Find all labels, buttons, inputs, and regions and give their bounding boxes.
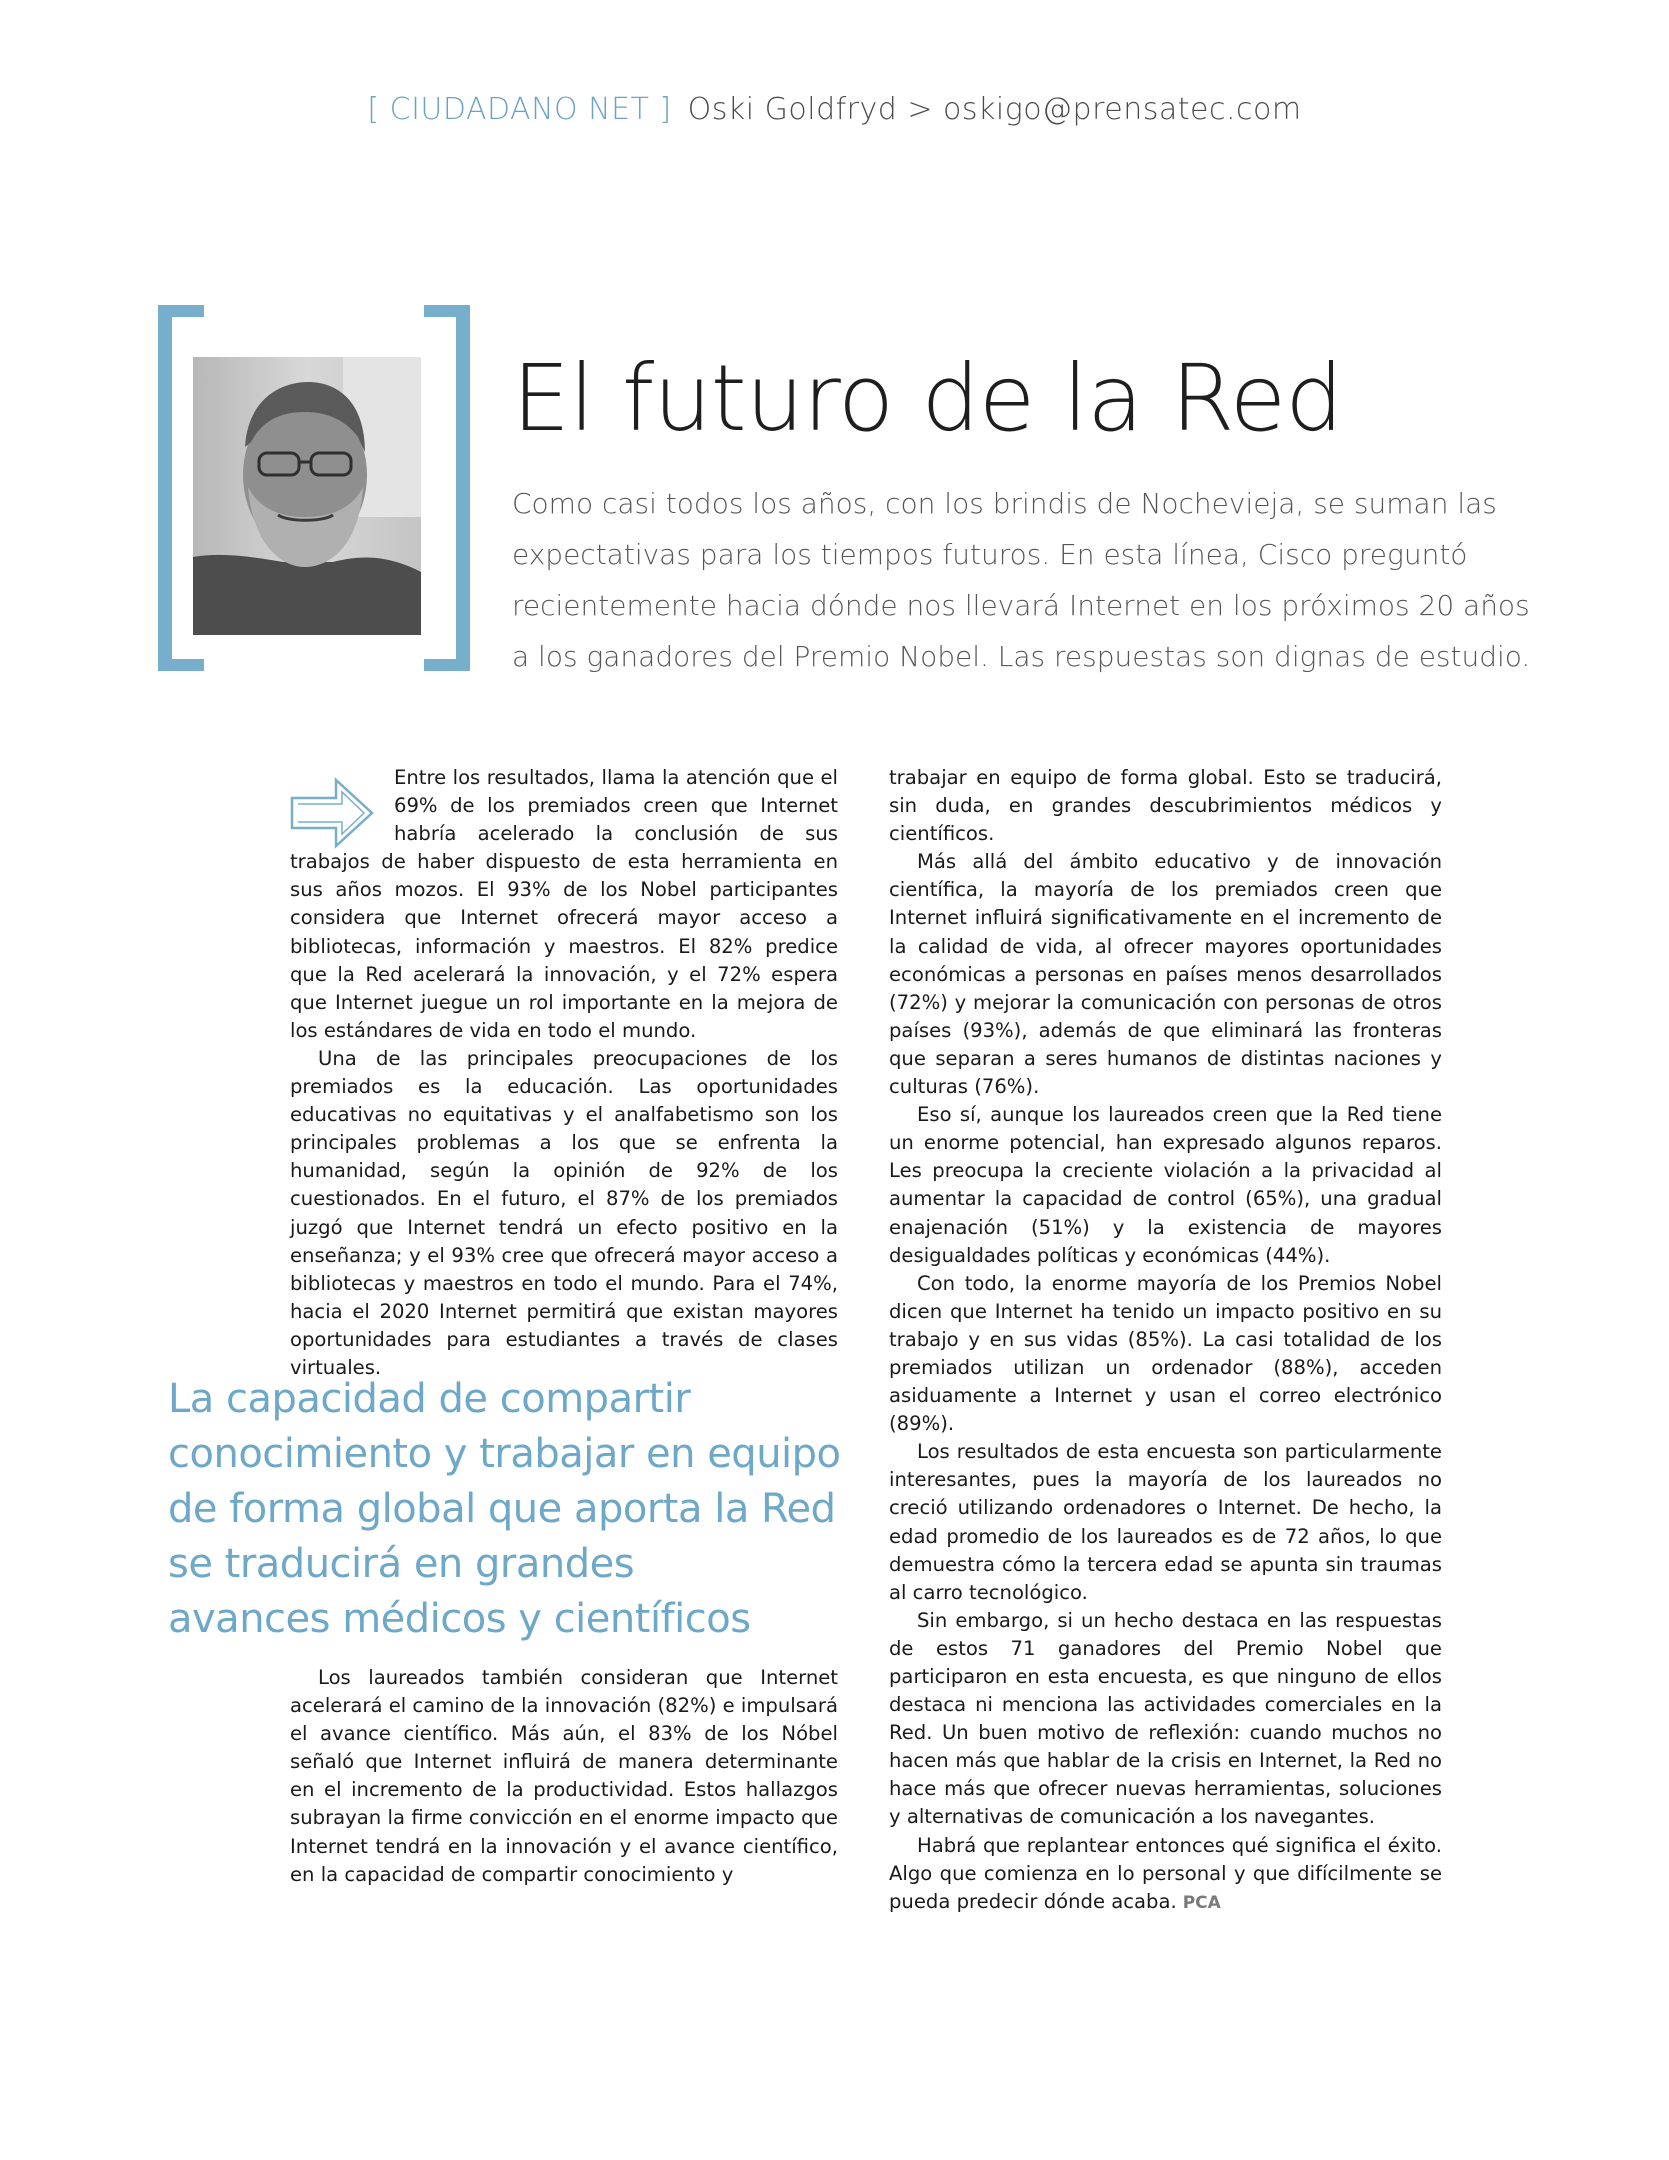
body-paragraph: Con todo, la enorme mayoría de los Premios Nobel dicen que Internet ha tenido un impacto positivo en su trabajo y en sus vidas (85%). La casi totalidad de los premiados utilizan un ordenador (88%), acceden asiduamente a Internet y usan el correo electrónico (89%). — [889, 1271, 1442, 1436]
deck-line: a los ganadores del Premio Nobel. Las respuestas son dignas de estudio. — [512, 640, 1531, 673]
body-paragraph: Entre los resultados, llama la atención que el 69% de los premiados creen que Internet habría acelerado la conclusión de sus trabajos de haber dispuesto de esta herramienta en sus años mozos. El 93% de los Nobel participantes considera que Internet ofrecerá mayor acceso a bibliotecas, información y maestros. El 82% predice que la Red acelerará la innovación, y el 72% espera que Internet juegue un rol importante en la mejora de los estándares de vida en todo el mundo. — [290, 766, 838, 1042]
right-column — [889, 764, 1442, 1917]
body-paragraph: Los resultados de esta encuesta son particularmente interesantes, pues la mayoría de los laureados no creció utilizando ordenadores o Internet. De hecho, la edad promedio de los laureados es de 72 años, lo que demuestra cómo la tercera edad se apunta sin traumas al carro tecnológico. — [889, 1440, 1442, 1604]
section-label: [ CIUDADANO NET ] — [367, 92, 672, 127]
article-title: El futuro de la Red — [512, 345, 1343, 452]
left-column-bottom — [290, 1664, 838, 1889]
pull-quote-line: avances médicos y científicos — [168, 1596, 751, 1642]
left-column-top — [290, 764, 838, 1382]
body-paragraph: Más allá del ámbito educativo y de innovación científica, la mayoría de los premiados creen que Internet influirá significativamente en el incremento de la calidad de vida, al ofrecer mayores oportunidades económicas a personas en países menos desarrollados (72%) y mejorar la comunicación con personas de otros países (93%), además de que eliminará las fronteras que separan a seres humanos de distintas naciones y culturas (76%). — [889, 850, 1442, 1099]
body-paragraph: Los laureados también consideran que Internet acelerará el camino de la innovación (82%) e impulsará el avance científico. Más aún, el 83% de los Nóbel señaló que Internet influirá de manera determinante en el incremento de la productividad. Estos hallazgos subrayan la firme convicción en el enorme impacto que Internet tendrá en la innovación y el avance científico, en la capacidad de compartir conocimiento y — [290, 1666, 838, 1886]
deck-line: recientemente hacia dónde nos llevará Internet en los próximos 20 años — [512, 589, 1530, 622]
pull-quote-line: La capacidad de compartir — [168, 1376, 691, 1422]
pull-quote-line: se traducirá en grandes — [168, 1541, 635, 1587]
body-paragraph: trabajar en equipo de forma global. Esto se traducirá, sin duda, en grandes descubrimientos médicos y científicos. — [889, 766, 1442, 846]
pull-quote-line: de forma global que aporta la Red — [168, 1486, 836, 1532]
deck-line: Como casi todos los años, con los brindis de Nochevieja, se suman las — [512, 487, 1497, 520]
signoff: PCA — [1182, 1892, 1221, 1913]
article-deck — [512, 478, 1531, 682]
pull-quote — [168, 1372, 868, 1647]
body-paragraph: Sin embargo, si un hecho destaca en las respuestas de estos 71 ganadores del Premio Nobel que participaron en esta encuesta, es que ninguno de ellos destaca ni menciona las actividades comerciales en la Red. Un buen motivo de reflexión: cuando muchos no hacen más que hablar de la crisis en Internet, la Red no hace más que ofrecer nuevas herramientas, soluciones y alternativas de comunicación a los navegantes. — [889, 1608, 1442, 1829]
body-paragraph: Eso sí, aunque los laureados creen que la Red tiene un enorme potencial, han expresado algunos reparos. Les preocupa la creciente violación a la privacidad al aumentar la capacidad de control (65%), una gradual enajenación (51%) y la existencia de mayores desigualdades políticas y económicas (44%). — [889, 1103, 1442, 1267]
pull-quote-line: conocimiento y trabajar en equipo — [168, 1431, 841, 1477]
right-bracket-decoration — [424, 305, 470, 671]
body-paragraph — [889, 1832, 1442, 1917]
body-paragraph: Una de las principales preocupaciones de los premiados es la educación. Las oportunidades educativas no equitativas y el analfabetismo son los principales problemas a los que se enfrenta la humanidad, según la opinión de 92% de los cuestionados. En el futuro, el 87% de los premiados juzgó que Internet tendrá un efecto positivo en la enseñanza; y el 93% cree que ofrecerá mayor acceso a bibliotecas y maestros en todo el mundo. Para el 74%, hacia el 2020 Internet permitirá que existan mayores oportunidades para estudiantes a través de clases virtuales. — [290, 1046, 838, 1379]
deck-line: expectativas para los tiempos futuros. En esta línea, Cisco preguntó — [512, 538, 1468, 571]
final-paragraph-text: Habrá que replantear entonces qué significa el éxito. Algo que comienza en lo personal y que difícilmente se pueda predecir dónde acaba. — [889, 1833, 1442, 1913]
page-header — [0, 92, 1669, 127]
author-photo — [193, 357, 421, 635]
byline: Oski Goldfryd > oskigo@prensatec.com — [687, 92, 1302, 127]
